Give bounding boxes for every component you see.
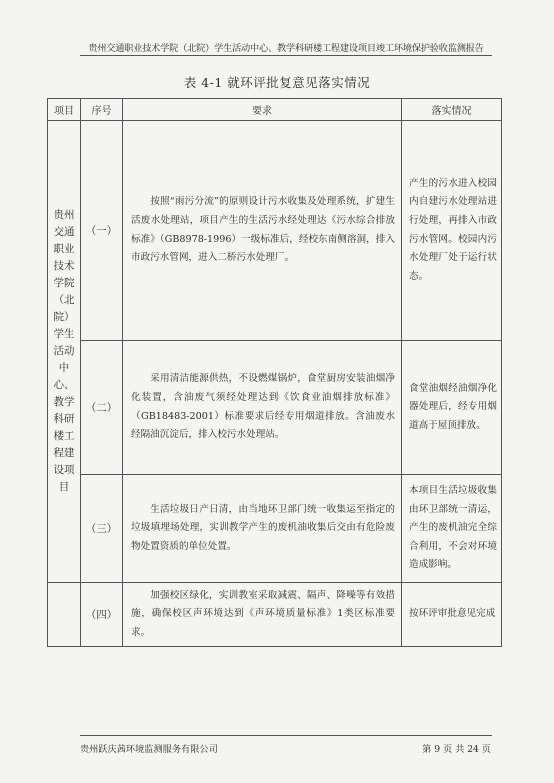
requirement-cell	[123, 121, 402, 341]
requirement-text: 按照“雨污分流”的原则设计污水收集及处理系统，扩建生活废水处理站，项目产生的生活污水经处理达《污水综合排放标准》（GB8978-1996）一级标准后，经校东南侧溶洞，排入市政污水管网，进入二桥污水处理厂。	[131, 196, 395, 264]
col-header-seq: 序号	[81, 99, 123, 121]
table-row	[48, 583, 502, 647]
seq-cell: （二）	[81, 341, 123, 475]
requirement-text: 生活垃圾日产日清，由当地环卫部门统一收集运至指定的垃圾填埋场处理，实训教学产生的废机油收集后交由有危险废物处置资质的单位处置。	[131, 503, 395, 552]
table-row	[48, 341, 502, 475]
requirement-text: 采用清洁能源供热，不设燃煤锅炉，食堂厨房安装油烟净化装置，含油废气须经处理达到《饮食业油烟排放标准》（GB18483-2001）标准要求后经专用烟道排放。含油废水经隔油沉淀后，排入校污水处理站。	[131, 373, 395, 441]
seq-cell: （三）	[81, 475, 123, 583]
report-header: 贵州交通职业技术学院（北院）学生活动中心、教学科研楼工程建设项目竣工环境保护验收监测报告	[88, 43, 484, 54]
header-row	[48, 99, 502, 121]
implementation-cell: 按环评审批意见完成	[402, 583, 502, 647]
project-name-cell: 贵州交通职业技术学院（北院）学生活动中心、教学科研楼工程建设项目	[48, 121, 81, 583]
requirement-cell	[123, 475, 402, 583]
footer-company: 贵州跃庆茜环境监测服务有限公司	[80, 744, 218, 755]
seq-cell: （一）	[81, 121, 123, 341]
implementation-cell: 产生的污水进入校园内自建污水处理站进行处理，再排入市政污水管网。校园内污水处理厂处于运行状态。	[402, 121, 502, 341]
table-row	[48, 121, 502, 341]
page-number: 第 9 页 共 24 页	[422, 744, 491, 755]
seq-cell: （四）	[81, 583, 123, 647]
compliance-table	[47, 98, 502, 647]
col-header-project: 项目	[48, 99, 81, 121]
col-header-implementation: 落实情况	[402, 99, 502, 121]
implementation-cell: 本项目生活垃圾收集由环卫部统一清运，产生的废机油完全综合利用，不会对环境造成影响。	[402, 475, 502, 583]
col-header-requirement: 要求	[123, 99, 402, 121]
footer-rule	[80, 735, 492, 736]
implementation-cell: 食堂油烟经油烟净化器处理后，经专用烟道高于屋顶排放。	[402, 341, 502, 475]
table-title: 表 4-1 就环评批复意见落实情况	[183, 75, 371, 90]
empty-project-cell	[48, 583, 81, 647]
table-row	[48, 475, 502, 583]
header-rule	[80, 55, 492, 56]
requirement-cell	[123, 341, 402, 475]
requirement-text: 加强校区绿化，实训教室采取减震、隔声、降噪等有效措施，确保校区声环境达到《声环境质量标准》1类区标准要求。	[131, 589, 395, 638]
requirement-cell	[123, 583, 402, 647]
